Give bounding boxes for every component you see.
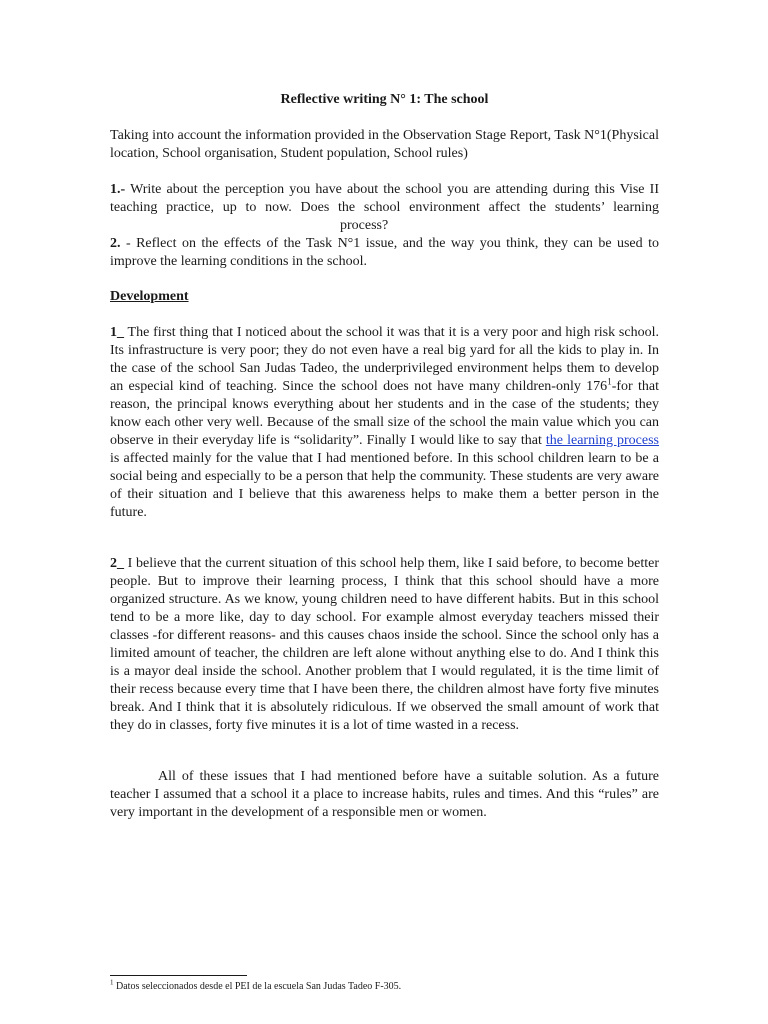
footnote <box>110 980 659 993</box>
question-1 <box>110 181 659 235</box>
answer-2-number: 2_ <box>110 556 124 571</box>
footnote-text: Datos seleccionados desde el PEI de la escuela San Judas Tadeo F-305. <box>113 981 402 992</box>
footnote-marker: 1 <box>110 978 114 987</box>
development-heading: Development <box>110 289 189 304</box>
answer-1 <box>110 324 659 522</box>
learning-process-link[interactable]: the learning process <box>545 433 660 448</box>
answer-1-part-a: The first thing that I noticed about the school it was that it is a very poor and high risk school. Its infrastructure is very poor; they do not even have a real big yard for all the kids to play in. In the case of the school San Judas Tadeo, the underprivileged environment helps them to develop an especial kind of teaching. Since the school does not have many children-only 176 <box>110 325 659 394</box>
answer-2-continuation: All of these issues that I had mentioned before have a suitable solution. As a future teacher I assumed that a school it a place to increase habits, rules and times. And this “rules” are very important in the development of a responsible men or women. <box>110 769 659 820</box>
question-2 <box>110 235 659 271</box>
question-2-number: 2. <box>110 236 121 251</box>
question-1-number: 1.- <box>110 182 126 197</box>
intro-paragraph: Taking into account the information provided in the Observation Stage Report, Task N°1(Physical location, School organisation, Student population, School rules) <box>110 128 659 161</box>
question-2-text: - Reflect on the effects of the Task N°1 issue, and the way you think, they can be used to improve the learning conditions in the school. <box>110 236 659 269</box>
answer-1-number: 1_ <box>110 325 124 340</box>
footnote-reference[interactable]: 1 <box>607 376 612 387</box>
question-1-tail: process? <box>340 218 389 233</box>
answer-1-part-b: -for that reason, the principal knows everything about her students and in the case of the students; they know each other very well. Because of the small size of the school the main value which you can observe in their everyday life is “solidarity”. Finally I would like to say that <box>110 379 659 448</box>
footnote-separator <box>110 975 247 976</box>
answer-2-text: I believe that the current situation of this school help them, like I said before, to become better people. But to improve their learning process, I think that this school should have a more organized structure. As we know, young children need to have different habits. But in this school tend to be a more like, day to day school. For example almost everyday teachers missed their classes -for different reasons- and this causes chaos inside the school. Since the school only has a limited amount of teacher, the children are left alone without anything else to do. And I think this is a mayor deal inside the school. Another problem that I would regulated, it is the time limit of their recess because every time that I have been there, the children almost have forty five minutes break. And I think that it is absolutely ridiculous. If we observed the small amount of work that they do in classes, forty five minutes it is a lot of time wasted in a recess. <box>110 556 659 733</box>
answer-1-part-c: is affected mainly for the value that I had mentioned before. In this school children learn to be a social being and especially to be a person that help the community. These students are very aware of their situation and I believe that this awareness helps to make them a better person in the future. <box>110 451 659 520</box>
question-1-text: Write about the perception you have about the school you are attending during this Vise II teaching practice, up to now. Does the school environment affect the students’ learning <box>110 182 659 215</box>
answer-2 <box>110 555 659 735</box>
document-title: Reflective writing N° 1: The school <box>280 92 489 107</box>
